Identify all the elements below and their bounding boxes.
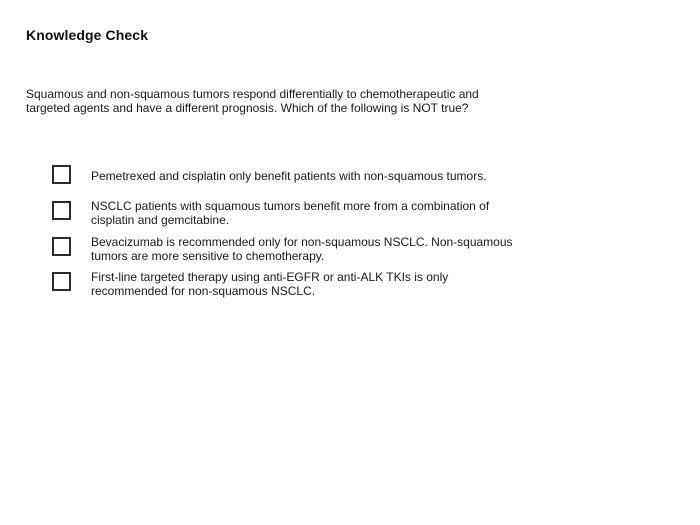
- answer-option-label: NSCLC patients with squamous tumors benefit more from a combination of cisplatin and gemcitabine.: [91, 199, 490, 227]
- checkbox-1[interactable]: [52, 165, 71, 184]
- answer-option-label: Bevacizumab is recommended only for non-squamous NSCLC. Non-squamous tumors are more sensitive to chemotherapy.: [91, 235, 513, 263]
- checkbox-3[interactable]: [52, 237, 71, 256]
- answer-option-label: First-line targeted therapy using anti-EGFR or anti-ALK TKIs is only recommended for non-squamous NSCLC.: [91, 270, 449, 298]
- checkbox-4[interactable]: [52, 272, 71, 291]
- checkbox-2[interactable]: [52, 201, 71, 220]
- question-text: Squamous and non-squamous tumors respond differentially to chemotherapeutic and targeted agents and have a different prognosis. Which of the following is NOT true?: [26, 87, 479, 115]
- answer-option-label: Pemetrexed and cisplatin only benefit patients with non-squamous tumors.: [91, 169, 487, 183]
- page-title: Knowledge Check: [26, 27, 149, 43]
